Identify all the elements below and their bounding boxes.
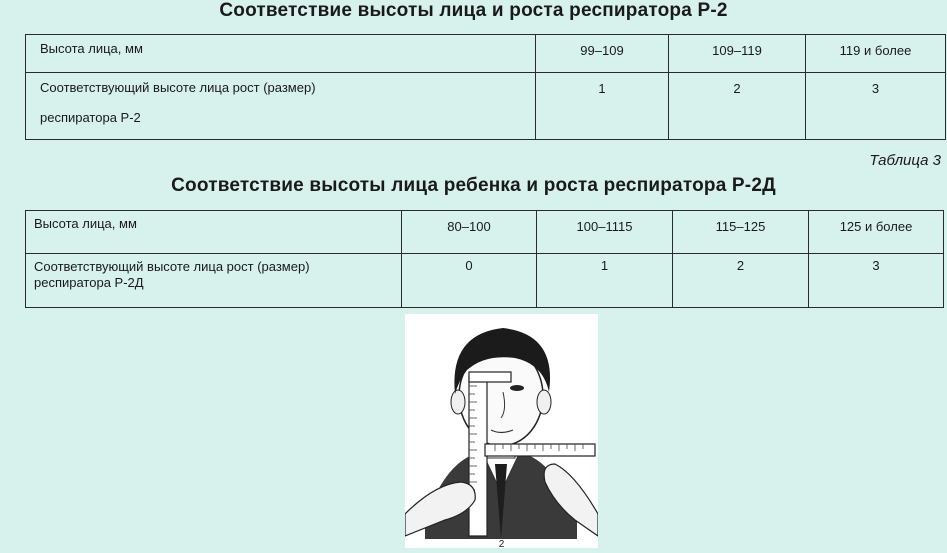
table-cell: 1 <box>537 254 673 308</box>
table-cell: 2 <box>673 254 809 308</box>
row-header-respirator-size <box>26 254 402 308</box>
row-header-line: Соответствующий высоте лица рост (размер) <box>34 259 310 274</box>
table-cell: 119 и более <box>806 35 946 73</box>
table-cell: 99–109 <box>536 35 669 73</box>
table-cell: 3 <box>806 73 946 140</box>
table-cell: 125 и более <box>809 211 944 254</box>
face-height-table-r2 <box>25 34 946 140</box>
table-cell: 0 <box>402 254 537 308</box>
table-cell: 1 <box>536 73 669 140</box>
row-header-respirator-size <box>26 73 536 140</box>
table-row <box>26 73 946 140</box>
table-row <box>26 254 944 308</box>
table-row <box>26 35 946 73</box>
row-header-line: респиратора Р-2 <box>40 110 141 125</box>
table-cell: 3 <box>809 254 944 308</box>
face-measurement-illustration <box>405 314 598 548</box>
row-header-face-height: Высота лица, мм <box>26 35 536 73</box>
child-face-measurement-drawing <box>405 314 598 548</box>
table2-title: Соответствие высоты лица ребенка и роста респиратора Р-2Д <box>171 175 776 196</box>
table-cell: 115–125 <box>673 211 809 254</box>
table-row <box>26 211 944 254</box>
table-cell: 109–119 <box>669 35 806 73</box>
row-header-face-height: Высота лица, мм <box>26 211 402 254</box>
face-height-table-r2d <box>25 210 944 308</box>
table1-title: Соответствие высоты лица и роста респиратора Р-2 <box>219 0 728 21</box>
table-cell: 100–1115 <box>537 211 673 254</box>
figure-caption: 2 <box>498 539 505 550</box>
table-number-caption: Таблица 3 <box>869 152 941 169</box>
row-header-line: Соответствующий высоте лица рост (размер) <box>40 80 316 95</box>
table-cell: 2 <box>669 73 806 140</box>
table-cell: 80–100 <box>402 211 537 254</box>
row-header-line: респиратора Р-2Д <box>34 275 144 290</box>
